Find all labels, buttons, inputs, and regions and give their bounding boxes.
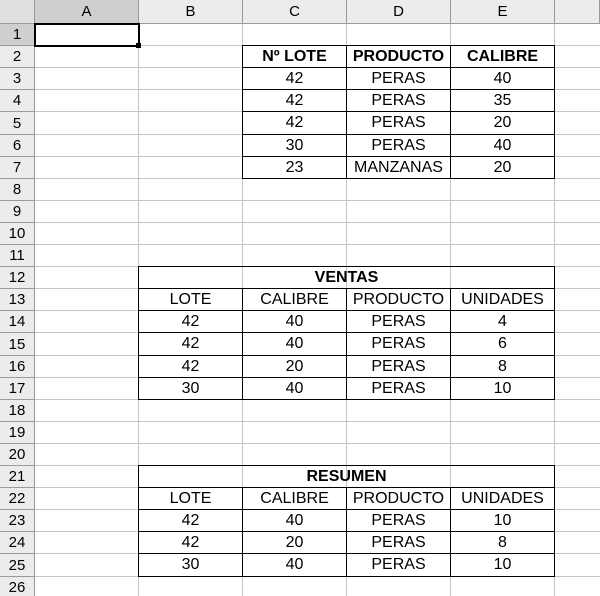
row-header-15[interactable]: 15	[0, 333, 35, 356]
resumen-table-cell[interactable]: 10	[450, 553, 555, 577]
lotes-table-cell[interactable]: PERAS	[346, 89, 451, 112]
row-header-24[interactable]: 24	[0, 532, 35, 554]
resumen-header-cell[interactable]: LOTE	[138, 487, 243, 510]
ventas-table-cell[interactable]: 40	[242, 332, 347, 356]
row-header-4[interactable]: 4	[0, 90, 35, 112]
row-header-12[interactable]: 12	[0, 267, 35, 289]
lotes-header-cell[interactable]: CALIBRE	[450, 45, 555, 68]
ventas-table-cell[interactable]: 20	[242, 355, 347, 378]
ventas-header-cell[interactable]: LOTE	[138, 288, 243, 311]
ventas-table-cell[interactable]: 8	[450, 355, 555, 378]
row-header-21[interactable]: 21	[0, 466, 35, 488]
gridline-horizontal	[35, 200, 600, 201]
row-header-6[interactable]: 6	[0, 135, 35, 157]
lotes-table-cell[interactable]: 23	[242, 156, 347, 179]
column-header-c[interactable]: C	[243, 0, 347, 24]
row-header-10[interactable]: 10	[0, 223, 35, 245]
resumen-table-cell[interactable]: 30	[138, 553, 243, 577]
lotes-table-cell[interactable]: PERAS	[346, 134, 451, 157]
row-header-20[interactable]: 20	[0, 444, 35, 466]
row-header-5[interactable]: 5	[0, 112, 35, 135]
column-header-extra[interactable]	[555, 0, 600, 24]
row-header-7[interactable]: 7	[0, 157, 35, 179]
lotes-table-cell[interactable]: 30	[242, 134, 347, 157]
ventas-table-cell[interactable]: PERAS	[346, 310, 451, 333]
ventas-header-cell[interactable]: PRODUCTO	[346, 288, 451, 311]
lotes-table-cell[interactable]: 42	[242, 111, 347, 135]
row-header-19[interactable]: 19	[0, 422, 35, 444]
active-cell-a1[interactable]	[34, 23, 140, 47]
ventas-table-cell[interactable]: PERAS	[346, 332, 451, 356]
resumen-table-cell[interactable]: PERAS	[346, 509, 451, 532]
ventas-table-cell[interactable]: 40	[242, 377, 347, 400]
ventas-table-cell[interactable]: 42	[138, 310, 243, 333]
lotes-table-cell[interactable]: 40	[450, 67, 555, 90]
lotes-table-cell[interactable]: PERAS	[346, 67, 451, 90]
gridline-horizontal	[35, 244, 600, 245]
resumen-table-cell[interactable]: 8	[450, 531, 555, 554]
resumen-table-cell[interactable]: PERAS	[346, 531, 451, 554]
row-header-14[interactable]: 14	[0, 311, 35, 333]
resumen-table-cell[interactable]: 40	[242, 553, 347, 577]
row-header-18[interactable]: 18	[0, 400, 35, 422]
ventas-table-cell[interactable]: PERAS	[346, 377, 451, 400]
ventas-table-cell[interactable]: 6	[450, 332, 555, 356]
ventas-table-cell[interactable]: 4	[450, 310, 555, 333]
lotes-table-cell[interactable]: 20	[450, 156, 555, 179]
resumen-table-cell[interactable]: 42	[138, 509, 243, 532]
row-header-16[interactable]: 16	[0, 356, 35, 378]
lotes-table-cell[interactable]: 35	[450, 89, 555, 112]
column-header-a[interactable]: A	[35, 0, 139, 24]
lotes-table-cell[interactable]: 42	[242, 89, 347, 112]
lotes-table-cell[interactable]: PERAS	[346, 111, 451, 135]
resumen-header-cell[interactable]: PRODUCTO	[346, 487, 451, 510]
row-header-2[interactable]: 2	[0, 46, 35, 68]
resumen-table-cell[interactable]: PERAS	[346, 553, 451, 577]
lotes-header-cell[interactable]: PRODUCTO	[346, 45, 451, 68]
column-header-e[interactable]: E	[451, 0, 555, 24]
lotes-table-cell[interactable]: 40	[450, 134, 555, 157]
ventas-table-cell[interactable]: PERAS	[346, 355, 451, 378]
row-header-25[interactable]: 25	[0, 554, 35, 577]
ventas-table-cell[interactable]: 10	[450, 377, 555, 400]
row-header-22[interactable]: 22	[0, 488, 35, 510]
select-all-corner[interactable]	[0, 0, 35, 24]
resumen-header-cell[interactable]: UNIDADES	[450, 487, 555, 510]
column-header-d[interactable]: D	[347, 0, 451, 24]
row-header-3[interactable]: 3	[0, 68, 35, 90]
row-header-1[interactable]: 1	[0, 24, 35, 46]
ventas-table-cell[interactable]: 30	[138, 377, 243, 400]
gridline-horizontal	[35, 443, 600, 444]
resumen-title[interactable]: RESUMEN	[138, 465, 555, 488]
ventas-header-cell[interactable]: UNIDADES	[450, 288, 555, 311]
resumen-table-cell[interactable]: 42	[138, 531, 243, 554]
column-header-b[interactable]: B	[139, 0, 243, 24]
ventas-header-cell[interactable]: CALIBRE	[242, 288, 347, 311]
resumen-table-cell[interactable]: 20	[242, 531, 347, 554]
gridline-horizontal	[35, 222, 600, 223]
ventas-table-cell[interactable]: 42	[138, 332, 243, 356]
ventas-table-cell[interactable]: 40	[242, 310, 347, 333]
row-header-13[interactable]: 13	[0, 289, 35, 311]
lotes-table-cell[interactable]: 42	[242, 67, 347, 90]
resumen-table-cell[interactable]: 40	[242, 509, 347, 532]
ventas-title[interactable]: VENTAS	[138, 266, 555, 289]
row-header-23[interactable]: 23	[0, 510, 35, 532]
lotes-header-cell[interactable]: Nº LOTE	[242, 45, 347, 68]
resumen-table-cell[interactable]: 10	[450, 509, 555, 532]
fill-handle[interactable]	[136, 43, 141, 48]
lotes-table-cell[interactable]: MANZANAS	[346, 156, 451, 179]
row-header-8[interactable]: 8	[0, 179, 35, 201]
resumen-header-cell[interactable]: CALIBRE	[242, 487, 347, 510]
gridline-horizontal	[35, 421, 600, 422]
lotes-table-cell[interactable]: 20	[450, 111, 555, 135]
row-header-11[interactable]: 11	[0, 245, 35, 267]
row-header-9[interactable]: 9	[0, 201, 35, 223]
row-header-17[interactable]: 17	[0, 378, 35, 400]
ventas-table-cell[interactable]: 42	[138, 355, 243, 378]
row-header-26[interactable]: 26	[0, 577, 35, 596]
